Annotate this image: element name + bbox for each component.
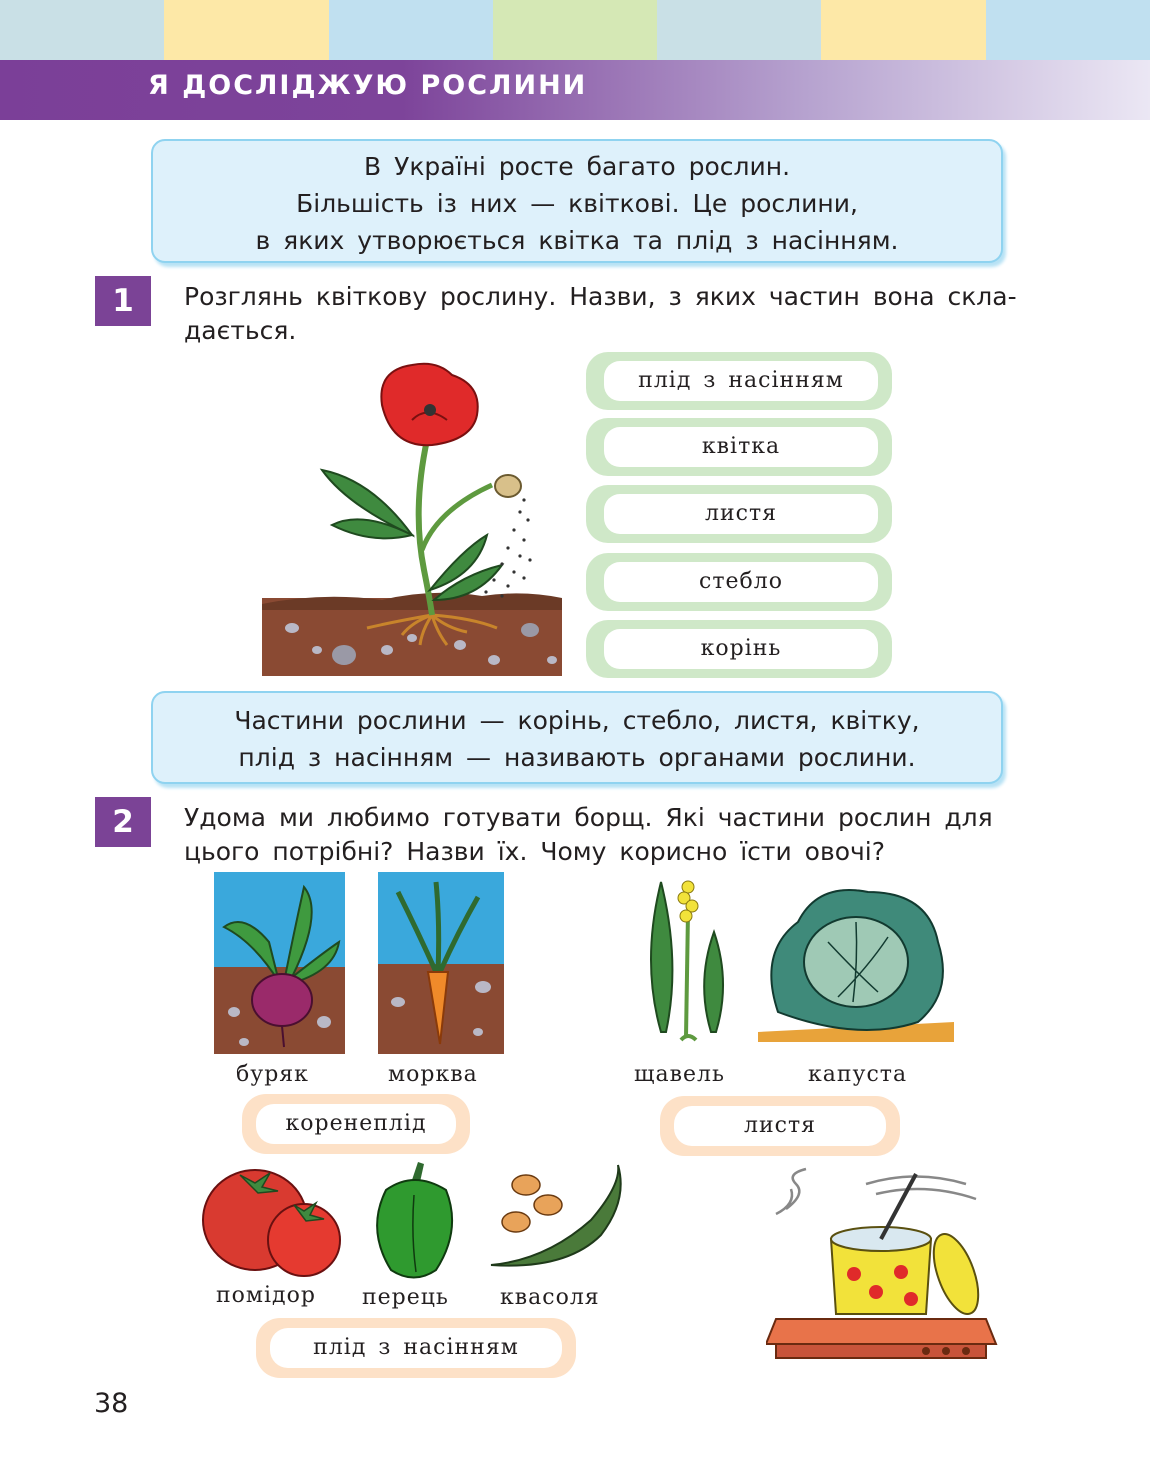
beet-illustration: [214, 872, 345, 1054]
label-text: стебло: [604, 562, 878, 602]
caption-tomato: помідор: [216, 1283, 316, 1308]
info-line: Частини рослини — корінь, стебло, листя, квітку,: [234, 706, 920, 735]
group-label-fruit: [256, 1318, 576, 1378]
caption-carrot: морква: [388, 1062, 478, 1087]
group-label-text: плід з насінням: [270, 1328, 562, 1368]
group-label-text: листя: [674, 1106, 886, 1146]
header-color-stripes: [0, 0, 1150, 60]
label-root: [586, 620, 892, 678]
stripe: [986, 0, 1150, 60]
label-text: листя: [604, 494, 878, 534]
sorrel-illustration: [636, 872, 732, 1052]
info-line: плід з насінням — називають органами рослини.: [238, 743, 916, 772]
task-1-line: дається.: [184, 316, 297, 345]
pepper-illustration: [366, 1160, 462, 1282]
page-number: 38: [94, 1388, 129, 1419]
page-title: Я ДОСЛІДЖУЮ РОСЛИНИ: [148, 70, 588, 101]
task-number-1: 1: [95, 276, 151, 326]
caption-cabbage: капуста: [808, 1062, 908, 1087]
label-text: плід з насінням: [604, 361, 878, 401]
label-fruit-with-seeds: [586, 352, 892, 410]
label-flower: [586, 418, 892, 476]
poppy-plant-illustration: [262, 360, 562, 676]
task-2-line: Удома ми любимо готувати борщ. Які частини рослин для: [184, 803, 993, 832]
caption-beet: буряк: [236, 1062, 309, 1087]
tomato-illustration: [200, 1165, 342, 1280]
label-text: корінь: [604, 629, 878, 669]
info-box-organs: [151, 691, 1003, 784]
cabbage-illustration: [758, 882, 954, 1042]
stripe: [657, 0, 821, 60]
stripe: [0, 0, 164, 60]
group-label-root-crop: [242, 1094, 470, 1154]
stripe: [164, 0, 328, 60]
stripe: [493, 0, 657, 60]
group-label-text: коренеплід: [256, 1104, 456, 1144]
label-leaves: [586, 485, 892, 543]
info-line: в яких утворюється квітка та плід з насінням.: [255, 226, 899, 255]
task-2-text: [184, 801, 1004, 869]
carrot-illustration: [378, 872, 504, 1054]
stripe: [329, 0, 493, 60]
caption-sorrel: щавель: [634, 1062, 725, 1087]
task-number-2: 2: [95, 797, 151, 847]
task-2-line: цього потрібні? Назви їх. Чому корисно їсти овочі?: [184, 837, 885, 866]
group-label-leaves: [660, 1096, 900, 1156]
task-1-line: Розглянь квіткову рослину. Назви, з яких частин вона скла-: [184, 282, 1017, 311]
beans-illustration: [486, 1160, 626, 1272]
info-line: Більшість із них — квіткові. Це рослини,: [296, 189, 858, 218]
info-box-intro: [151, 139, 1003, 263]
stripe: [821, 0, 985, 60]
label-stem: [586, 553, 892, 611]
task-1-text: [184, 280, 1017, 348]
cooking-pot-illustration: [766, 1164, 1002, 1360]
title-bar: [0, 60, 1150, 120]
label-text: квітка: [604, 427, 878, 467]
caption-pepper: перець: [362, 1285, 449, 1310]
caption-beans: квасоля: [500, 1285, 600, 1310]
info-line: В Україні росте багато рослин.: [363, 152, 791, 181]
